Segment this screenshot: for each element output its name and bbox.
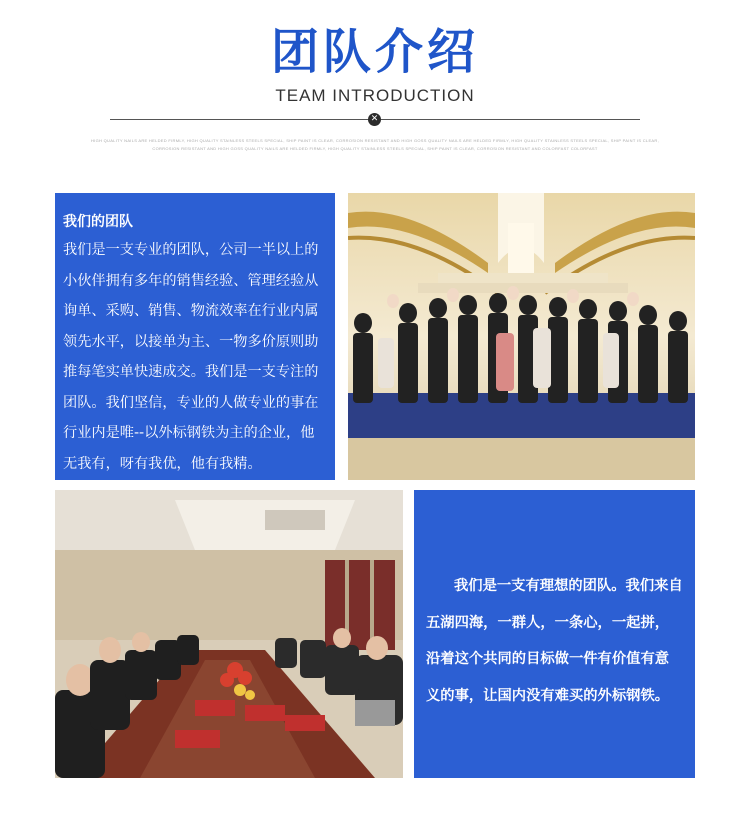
team-vision-body: 我们是一支有理想的团队。我们来自五湖四海，一群人，一条心，一起拼，沿着这个共同的目标做一件有价值有意义的事，让国内没有难买的外标钢铁。 xyxy=(426,578,683,704)
team-intro-panel xyxy=(55,193,335,480)
team-group-photo xyxy=(348,193,695,480)
page-subtitle: TEAM INTRODUCTION xyxy=(275,86,475,105)
meeting-room-photo xyxy=(55,490,403,778)
team-vision-panel xyxy=(414,490,695,778)
team-intro-heading: 我们的团队 xyxy=(63,214,133,230)
divider-x-icon: ✕ xyxy=(368,113,381,126)
tagline-text: HIGH QUALITY NAILS ARE HELDED FIRMLY, HIGH QUALITY STAINLESS STEELS SPECIAL, SHIP PAINT IS CLEAR, CORROSION RESISTANT AND HIGH GOSS QUALITY NAILS ARE HELDED FIRMLY, HIGH QUALITY STAINLESS STEELS SPECIAL, SHIP PAINT IS CLEAR, CORROSION RESISTANT AND HIGH GOSS QUALITY NAILS ARE HELDED FIRMLY, HIGH QUALITY STAINLESS STEELS SPECIAL, SHIP PAINT IS CLEAR, CORROSION RESISTANT AND COLORFAST COLORFAST xyxy=(90,138,659,151)
team-intro-body: 我们是一支专业的团队，公司一半以上的小伙伴拥有多年的销售经验、管理经验从询单、采购、销售、物流效率在行业内属领先水平，以接单为主、一物多价原则助推每笔实单快速成交。我们是一支专注的团队。我们坚信，专业的人做专业的事在行业内是唯--以外标钢铁为主的企业，他无我有，呀有我优，他有我精。 xyxy=(63,242,319,472)
page-title: 团队介绍 xyxy=(270,24,479,80)
